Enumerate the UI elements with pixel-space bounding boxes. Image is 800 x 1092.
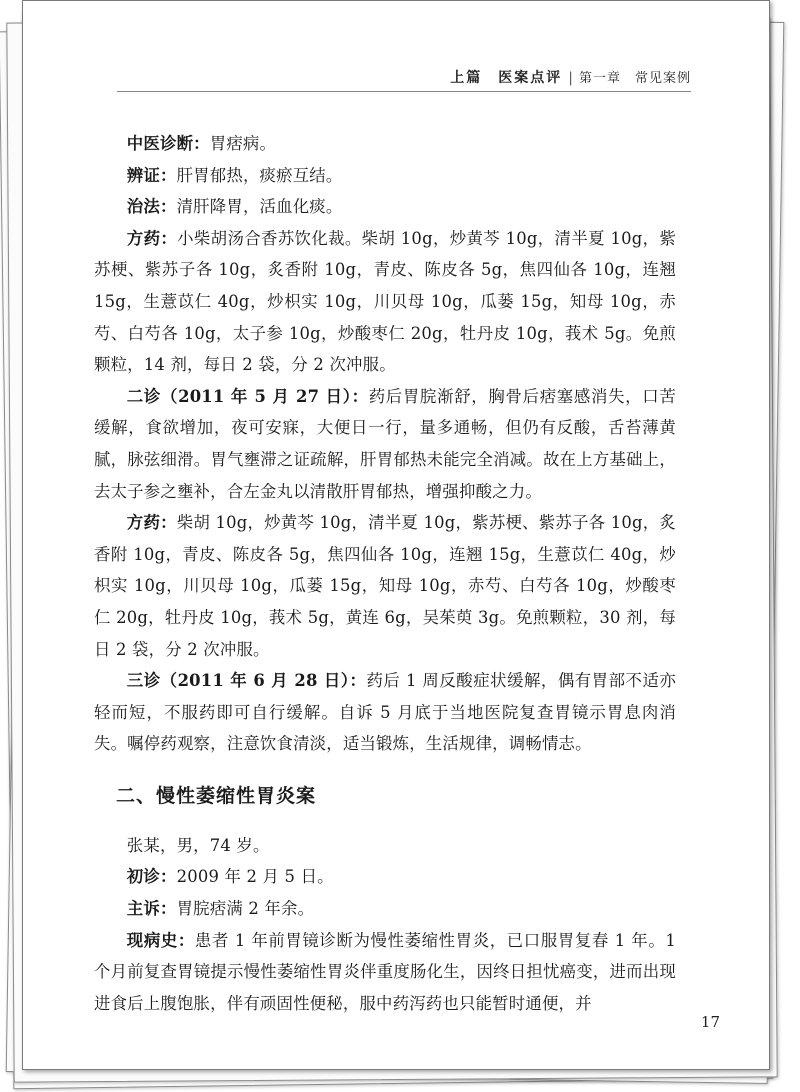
diagnosis-paragraph: [94, 128, 676, 160]
first-visit-label: 初诊：: [126, 867, 177, 887]
header-part: 上篇 医案点评: [450, 70, 563, 86]
second-visit-paragraph: [94, 381, 676, 507]
first-visit-text: 2009 年 2 月 5 日。: [176, 867, 334, 887]
prescription-paragraph: [94, 223, 676, 381]
complaint-text: 胃脘痞满 2 年余。: [176, 899, 315, 919]
third-visit-paragraph: [94, 665, 676, 760]
third-visit-date: 2011 年 6 月 28 日: [177, 671, 341, 691]
third-visit-label-close: ）：: [340, 671, 367, 691]
header-chapter: 第一章 常见案例: [578, 71, 691, 86]
section-title: 二、慢性萎缩性胃炎案: [116, 784, 317, 807]
patient-paragraph: 张某，男，74 岁。: [126, 835, 270, 855]
prescription-paragraph: [94, 507, 676, 665]
prescription-text: 小柴胡汤合香苏饮化裁。柴胡 10g，炒黄芩 10g，清半夏 10g，紫苏梗、紫苏子各 10g，炙香附 10g，青皮、陈皮各 5g，焦四仙各 10g，连翘 15g，生薏苡仁 40g，炒枳实 10g，川贝母 10g，瓜蒌 15g，知母 10g，赤芍、白芍各 10g，太子参 10g，炒酸枣仁 20g，牡丹皮 10g，莪术 5g。免煎颗粒，14 剂，每日 2 袋，分 2 次冲服。: [94, 228, 676, 375]
third-visit-label: 三诊（: [126, 671, 178, 691]
complaint-label: 主诉：: [126, 899, 177, 919]
second-visit-label: 二诊（: [126, 386, 179, 406]
history-label: 现病史：: [126, 930, 195, 950]
page-number: 17: [700, 1013, 720, 1031]
header-rule: [117, 91, 691, 92]
second-visit-text: 药后胃脘渐舒，胸骨后痞塞感消失，口苦缓解，食欲增加，夜可安寐，大便日一行，量多通畅，但仍有反酸，舌苔薄黄腻，脉弦细滑。胃气壅滞之证疏解，肝胃郁热未能完全消减。故在上方基础上，去太子参之壅补，合左金丸以清散肝胃郁热，增强抑酸之力。: [94, 386, 676, 501]
third-visit-text: 药后 1 周反酸症状缓解，偶有胃部不适亦轻而短，不服药即可自行缓解。自诉 5 月底于当地医院复查胃镜示胃息肉消失。嘱停药观察，注意饮食清淡，适当锻炼，生活规律，调畅情志。: [94, 671, 676, 754]
first-visit-paragraph: [94, 861, 676, 893]
page-body: [94, 128, 676, 1019]
syndrome-label: 辨证：: [126, 165, 177, 185]
history-paragraph: [94, 925, 676, 1020]
method-paragraph: [94, 191, 676, 223]
syndrome-paragraph: [94, 160, 676, 192]
diagnosis-text: 胃痞病。: [209, 134, 277, 153]
method-label: 治法：: [126, 197, 177, 217]
running-header: [450, 67, 691, 87]
diagnosis-label: 中医诊断：: [126, 134, 210, 153]
complaint-paragraph: [94, 893, 676, 925]
header-separator: |: [568, 70, 573, 86]
prescription-text: 柴胡 10g，炒黄芩 10g，清半夏 10g，紫苏梗、紫苏子各 10g，炙香附 10g，青皮、陈皮各 5g，焦四仙各 10g，连翘 15g，生薏苡仁 40g，炒枳实 10g，川贝母 10g，瓜蒌 15g，知母 10g，赤芍、白芍各 10g，炒酸枣仁 20g，牡丹皮 10g，莪术 5g，黄连 6g，吴茱萸 3g。免煎颗粒，30 剂，每日 2 袋，分 2 次冲服。: [94, 513, 676, 659]
method-text: 清肝降胃，活血化痰。: [176, 197, 343, 217]
prescription-label: 方药：: [126, 513, 177, 533]
history-text: 患者 1 年前胃镜诊断为慢性萎缩性胃炎，已口服胃复春 1 年。1 个月前复查胃镜提示慢性萎缩性胃炎伴重度肠化生，因终日担忧癌变，进而出现进食后上腹饱胀，伴有顽固性便秘，服中药泻药也只能暂时通便，并: [94, 930, 676, 1013]
second-visit-date: 2011 年 5 月 27 日: [178, 386, 343, 406]
second-visit-label-close: ）：: [342, 386, 369, 406]
syndrome-text: 肝胃郁热，痰瘀互结。: [176, 165, 343, 185]
prescription-label: 方药：: [126, 228, 178, 248]
